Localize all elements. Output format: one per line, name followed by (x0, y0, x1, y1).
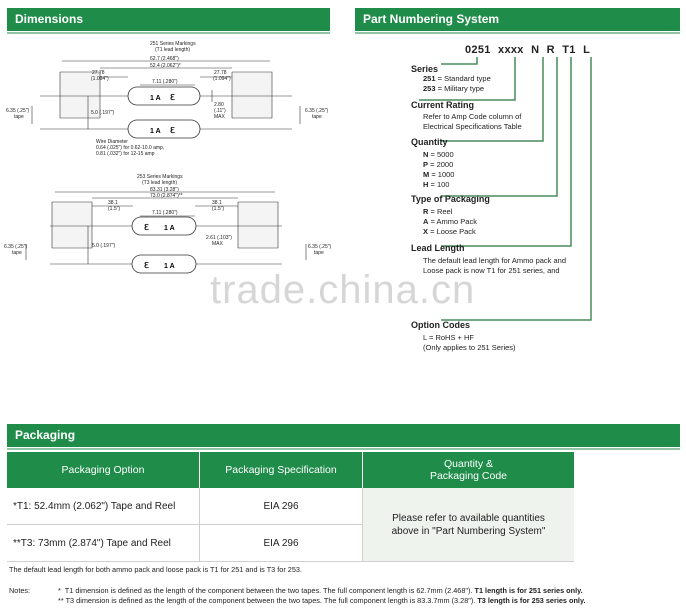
col-quantity-line1: Quantity & (443, 458, 494, 470)
code-rating: xxxx (498, 44, 524, 56)
pkg-value: = Reel (428, 207, 453, 216)
dim-251-overall: 62.7 (2.468") (150, 56, 179, 62)
table-row (7, 488, 574, 525)
notes-label: Notes: (9, 586, 31, 595)
fuse-marking: 1 A (164, 263, 175, 270)
code-packaging: R (546, 44, 555, 56)
note-1-bold: T1 length is for 251 series only. (474, 586, 583, 595)
dim-251-tape-width-right: 6.35 (.25") (305, 108, 329, 114)
code-series: 0251 (465, 44, 491, 56)
wire-diameter-line2: 0.81 (.032") for 12-15 amp (96, 151, 155, 157)
dim-253-diameter: 2.61 (.103") (206, 235, 232, 241)
dim-253-tape-left-label: tape (12, 250, 22, 256)
pkg-value: = Loose Pack (428, 227, 476, 236)
col-quantity-line2: Packaging Code (429, 470, 508, 482)
dim-253-spacing: 5.0 (.197") (92, 243, 116, 249)
note-2-bold: T3 length is for 253 series only. (477, 596, 586, 605)
dim-253-lead-right: 38.1 (212, 200, 222, 206)
dim-253-max: MAX (212, 241, 223, 247)
rating-line2: Electrical Specifications Table (423, 122, 522, 131)
pkg-code: A (423, 217, 429, 226)
dim-251-body: 7.11 (.280") (152, 79, 178, 85)
default-lead-note: The default lead length for both ammo pack and loose pack is T1 for 251 and is T3 for 253. (9, 565, 303, 574)
dim-251-diameter-in: (.11") (214, 108, 226, 114)
watermark: trade.china.cn (210, 268, 476, 312)
qty-value: = 1000 (429, 170, 455, 179)
col-quantity-code (363, 452, 575, 488)
series-code-251: 251 (423, 74, 436, 83)
packaging-table (7, 452, 574, 562)
dim-253-tape-width-left: 6.35 (.25") (4, 244, 28, 250)
packaging-title: Packaging (15, 428, 76, 442)
dim-251-lead-left-in: (1.094") (91, 76, 109, 82)
note-2-text: T3 dimension is defined as the length of the component between the two tapes. The full component length is 83.3.7mm (3.28"). (65, 596, 476, 605)
dim-251-spacing: 5.0 (.197") (91, 110, 115, 116)
qty-code: N (423, 150, 429, 159)
rating-title: Current Rating (411, 100, 474, 110)
packaging-type-title: Type of Packaging (411, 194, 490, 204)
row-option: *T1: 52.4mm (2.062") Tape and Reel (7, 488, 200, 525)
part-numbering-title: Part Numbering System (363, 12, 500, 26)
dim-251-lead-left: 27.78 (92, 70, 105, 76)
dim-253-tape-width-right: 6.35 (.25") (308, 244, 332, 250)
option-code-line1: L = RoHS + HF (423, 333, 474, 342)
qty-code: M (423, 170, 430, 179)
code-lead-length: T1 (562, 44, 576, 56)
packaging-header (7, 424, 680, 447)
note-2-mark: ** (58, 596, 64, 605)
dim-253-tape: 73.0 (2.874")** (150, 193, 183, 199)
series-title: Series (411, 64, 439, 74)
fuse-marking: 1 A (164, 225, 175, 232)
dim-253-body: 7.11 (.280") (152, 210, 178, 216)
part-numbering-header (355, 8, 680, 31)
option-code-line2: (Only applies to 251 Series) (423, 343, 516, 352)
dim-253-lead-right-in: (1.5") (212, 206, 225, 212)
dim-251-max: MAX (214, 114, 225, 120)
quantity-title: Quantity (411, 137, 448, 147)
dimensions-title: Dimensions (15, 12, 84, 26)
fuse-marking: 1 A (150, 128, 161, 135)
pkg-code: X (423, 227, 429, 236)
ref-line1: Please refer to available quantities (392, 512, 545, 524)
row-spec: EIA 296 (200, 525, 363, 562)
dim-251-diameter: 2.80 (214, 102, 224, 108)
svg-text:ℇ: ℇ (144, 261, 149, 270)
wire-diameter-line1: 0.64 (.025") for 0.62-10.0 amp, (96, 145, 165, 151)
qty-value: = 100 (428, 180, 450, 189)
qty-code: P (423, 160, 429, 169)
dim-253-tape-right-label: tape (314, 250, 324, 256)
fuse-marking: 1 A (150, 95, 161, 102)
pkg-code: R (423, 207, 429, 216)
dim-251-tape-width-left: 6.35 (.25") (6, 108, 30, 114)
dim-251-lead-right: 27.78 (214, 70, 227, 76)
dimensions-drawing (0, 34, 345, 294)
dim-251-lead-right-in: (1.094") (213, 76, 231, 82)
quantity-reference (363, 488, 575, 562)
qty-value: = 5000 (428, 150, 454, 159)
dimensions-header (7, 8, 330, 31)
lead-length-line1: The default lead length for Ammo pack and (423, 256, 567, 265)
col-packaging-option: Packaging Option (7, 452, 200, 488)
dim-253-lead-left: 38.1 (108, 200, 118, 206)
note-1-mark: * (58, 586, 61, 595)
lead-length-title: Lead Length (411, 243, 465, 253)
lead-length-line2: Loose pack is now T1 for 251 series, and (423, 266, 560, 275)
row-spec: EIA 296 (200, 488, 363, 525)
note-1-text: T1 dimension is defined as the length of the component between the two tapes. The full component length is 62.7mm (2.468"). (64, 586, 473, 595)
dim-251-subtitle: (T1 lead length) (155, 47, 191, 53)
dim-251-tape-right-label: tape (312, 114, 322, 120)
svg-text:ℇ: ℇ (170, 93, 175, 102)
code-option: L (583, 44, 591, 56)
wire-diameter-title: Wire Diameter (96, 139, 128, 145)
dim-253-title: 253 Series Markings (137, 174, 183, 180)
dim-253-subtitle: (T3 lead length) (142, 180, 178, 186)
dim-253-overall: 83.31 (3.28") (150, 187, 179, 193)
series-desc-253: = Military type (435, 84, 485, 93)
series-code-253: 253 (423, 84, 436, 93)
svg-text:ℇ: ℇ (170, 126, 175, 135)
dim-251-title: 251 Series Markings (150, 41, 196, 47)
dim-251-tape-left-label: tape (14, 114, 24, 120)
col-packaging-spec: Packaging Specification (200, 452, 363, 488)
rating-line1: Refer to Amp Code column of (423, 112, 522, 121)
note-2 (58, 596, 585, 605)
dim-253-lead-left-in: (1.5") (108, 206, 121, 212)
option-codes-title: Option Codes (411, 320, 470, 330)
qty-code: H (423, 180, 429, 189)
qty-value: = 2000 (428, 160, 454, 169)
series-desc-251: = Standard type (435, 74, 491, 83)
pkg-value: = Ammo Pack (428, 217, 477, 226)
note-1 (58, 586, 583, 595)
dim-251-tape: 52.4 (2.062")* (150, 63, 181, 69)
svg-text:ℇ: ℇ (144, 223, 149, 232)
row-option: **T3: 73mm (2.874") Tape and Reel (7, 525, 200, 562)
ref-line2: above in "Part Numbering System" (391, 525, 546, 537)
code-quantity: N (531, 44, 540, 56)
